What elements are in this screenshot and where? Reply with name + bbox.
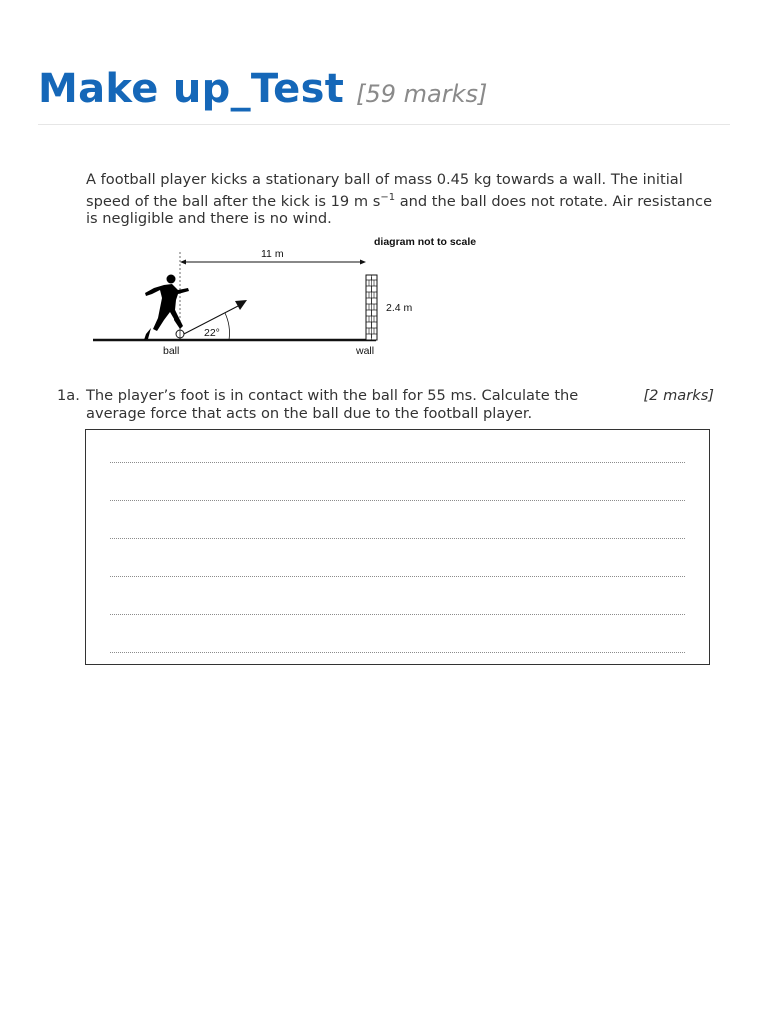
answer-line[interactable]	[110, 538, 685, 539]
answer-line[interactable]	[110, 462, 685, 463]
page-title: Make up_Test	[38, 66, 345, 112]
ball-label: ball	[163, 345, 180, 357]
answer-line[interactable]	[110, 614, 685, 615]
total-marks: [59 marks]	[356, 80, 488, 108]
diagram-caption: diagram not to scale	[374, 236, 477, 248]
distance-arrowhead-right	[360, 260, 366, 265]
angle-arc	[225, 313, 229, 340]
distance-label: 11 m	[261, 248, 284, 260]
answer-line[interactable]	[110, 500, 685, 501]
question-intro	[86, 171, 716, 227]
question-marks: [2 marks]	[643, 387, 714, 404]
height-label: 2.4 m	[386, 302, 413, 314]
wall-label: wall	[356, 345, 375, 357]
angle-label: 22°	[204, 327, 220, 339]
question-number: 1a.	[57, 387, 80, 404]
answer-line[interactable]	[110, 576, 685, 577]
distance-arrowhead-left	[180, 260, 186, 265]
answer-line[interactable]	[110, 652, 685, 653]
trajectory-arrowhead	[235, 300, 247, 310]
page-header	[38, 66, 730, 125]
answer-box[interactable]	[85, 429, 710, 665]
intro-text-part-1: A football player kicks a stationary ball of mass 0.45 kg towards a wall. The initial speed of the ball after the kick is 19 m s	[86, 171, 683, 210]
question-text: The player’s foot is in contact with the ball for 55 ms. Calculate the average force that acts on the ball due to the football player.	[86, 387, 579, 422]
football-diagram	[88, 230, 508, 362]
intro-text-part-2: and the ball does not rotate. Air resistance is negligible and there is no wind.	[86, 192, 713, 227]
intro-superscript: −1	[380, 191, 396, 203]
